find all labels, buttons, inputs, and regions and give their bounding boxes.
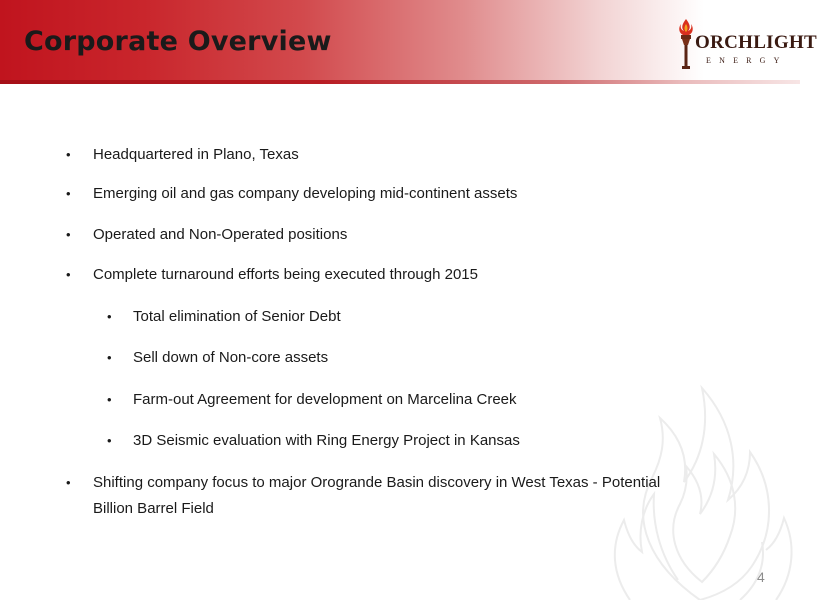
- sub-bullet-item: 3D Seismic evaluation with Ring Energy Project in Kansas: [133, 432, 520, 449]
- bullet-dot-icon: •: [66, 147, 71, 162]
- bullet-item: Headquartered in Plano, Texas: [93, 146, 299, 163]
- bullet-dot-icon: •: [66, 186, 71, 201]
- bullet-dot-icon: •: [66, 267, 71, 282]
- sub-bullet-item: Sell down of Non-core assets: [133, 349, 329, 366]
- bullet-dot-icon: •: [107, 433, 112, 448]
- bullet-item: Emerging oil and gas company developing mid-continent assets: [93, 185, 518, 202]
- sub-bullet-item: Total elimination of Senior Debt: [133, 308, 341, 325]
- logo-subtitle: ENERGY: [706, 56, 788, 65]
- bullet-dot-icon: •: [107, 350, 112, 365]
- bullet-dot-icon: •: [107, 309, 112, 324]
- bullet-item: Complete turnaround efforts being executed through 2015: [93, 266, 478, 283]
- slide-title: Corporate Overview: [24, 26, 332, 57]
- logo-wordmark: ORCHLIGHT: [695, 32, 817, 53]
- bullet-dot-icon: •: [66, 227, 71, 242]
- page-number: 4: [757, 569, 765, 585]
- bullet-item-line: Shifting company focus to major Orogrande Basin discovery in West Texas - Potential: [93, 474, 661, 491]
- bullet-dot-icon: •: [107, 392, 112, 407]
- bullet-item: Operated and Non-Operated positions: [93, 226, 348, 243]
- bullet-item-line: Billion Barrel Field: [93, 500, 214, 517]
- bullet-dot-icon: •: [66, 475, 71, 490]
- sub-bullet-item: Farm-out Agreement for development on Marcelina Creek: [133, 391, 517, 408]
